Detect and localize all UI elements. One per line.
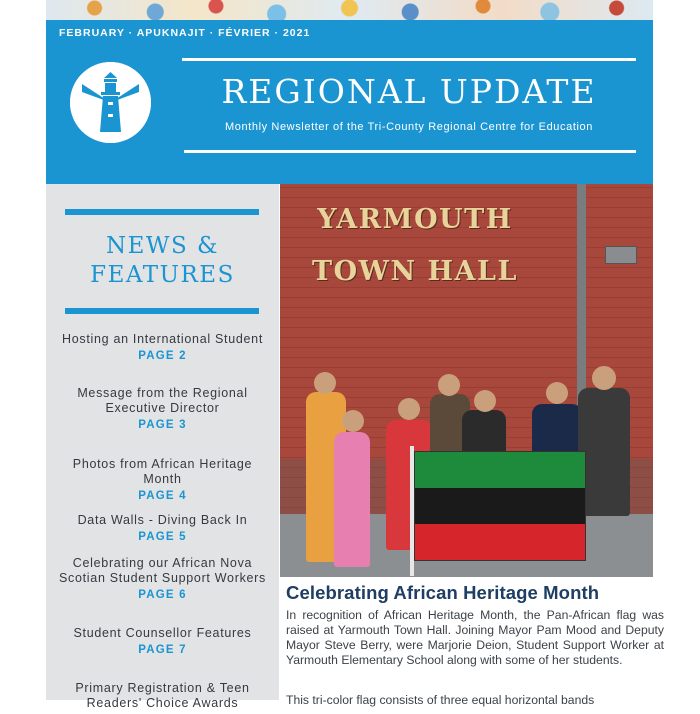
newsletter-subtitle: Monthly Newsletter of the Tri-County Regional Centre for Education <box>225 121 593 133</box>
flag-band-red <box>415 524 585 560</box>
town-hall-flag-raising-photo <box>280 184 653 577</box>
toc-item-student-counsellor[interactable] <box>56 626 269 656</box>
toc-item-support-workers[interactable] <box>56 556 269 601</box>
photo-person <box>334 432 370 567</box>
photo-wall-vent <box>605 246 637 264</box>
photo-person-head <box>474 390 496 412</box>
toc-item-page: PAGE 6 <box>138 589 187 601</box>
hands-banner-image <box>46 0 653 20</box>
toc-item-page: PAGE 2 <box>138 350 187 362</box>
flag-band-green <box>415 452 585 488</box>
sidebar-rule-bottom <box>65 308 259 314</box>
toc-item-page: PAGE 3 <box>138 419 187 431</box>
lighthouse-icon <box>70 62 151 143</box>
news-features-sidebar <box>46 184 279 710</box>
toc-item-title: Data Walls - Diving Back In <box>77 513 248 527</box>
toc-item-data-walls[interactable] <box>56 513 269 543</box>
toc-item-page: PAGE 7 <box>138 644 187 656</box>
toc-item-title: Message from the Regional Executive Director <box>77 386 248 415</box>
toc-item-title: Celebrating our African Nova Scotian Student Support Workers <box>59 556 266 585</box>
photo-sign-line1: YARMOUTH <box>317 204 513 235</box>
sidebar-heading <box>46 232 279 290</box>
toc-item-executive-director[interactable] <box>56 386 269 431</box>
photo-person-head <box>546 382 568 404</box>
photo-person-head <box>592 366 616 390</box>
photo-sign-line2: TOWN HALL <box>312 256 518 287</box>
sidebar-heading-line1: NEWS & <box>105 233 220 259</box>
toc-item-title: Hosting an International Student <box>62 332 263 346</box>
issue-date: FEBRUARY · APUKNAJIT · FÉVRIER · 2021 <box>59 27 311 39</box>
photo-person-head <box>314 372 336 394</box>
pan-african-flag <box>414 451 586 561</box>
toc-item-page: PAGE 5 <box>138 531 187 543</box>
article-title: Celebrating African Heritage Month <box>286 582 600 603</box>
toc-item-primary-registration[interactable] <box>56 681 269 714</box>
newsletter-page <box>46 0 664 710</box>
photo-person-head <box>342 410 364 432</box>
toc-item-page: PAGE 4 <box>138 490 187 502</box>
newsletter-title: REGIONAL UPDATE <box>221 72 597 111</box>
toc-item-title: Photos from African Heritage Month <box>72 457 253 486</box>
toc-item-title: Primary Registration & Teen Readers' Choice Awards <box>75 681 250 710</box>
toc-item-title: Student Counsellor Features <box>73 626 252 640</box>
masthead <box>46 20 653 184</box>
masthead-rule-bottom <box>184 150 636 153</box>
photo-person-head <box>398 398 420 420</box>
sidebar-heading-line2: FEATURES <box>90 262 235 288</box>
article-body-continued: This tri-color flag consists of three equal horizontal bands <box>286 693 595 707</box>
toc-item-african-heritage-photos[interactable] <box>56 457 269 502</box>
sidebar-rule-top <box>65 209 259 215</box>
photo-person-head <box>438 374 460 396</box>
toc-item-international-student[interactable] <box>56 332 269 362</box>
flag-band-black <box>415 488 585 524</box>
masthead-rule-top <box>182 58 636 61</box>
article-body: In recognition of African Heritage Month, the Pan-African flag was raised at Yarmouth Town Hall. Joining Mayor Pam Mood and Deputy Mayor Steve Berry, were Marjorie Deion, Student Support Worker at Yarmouth Elementary School along with some of her students. <box>286 608 664 667</box>
